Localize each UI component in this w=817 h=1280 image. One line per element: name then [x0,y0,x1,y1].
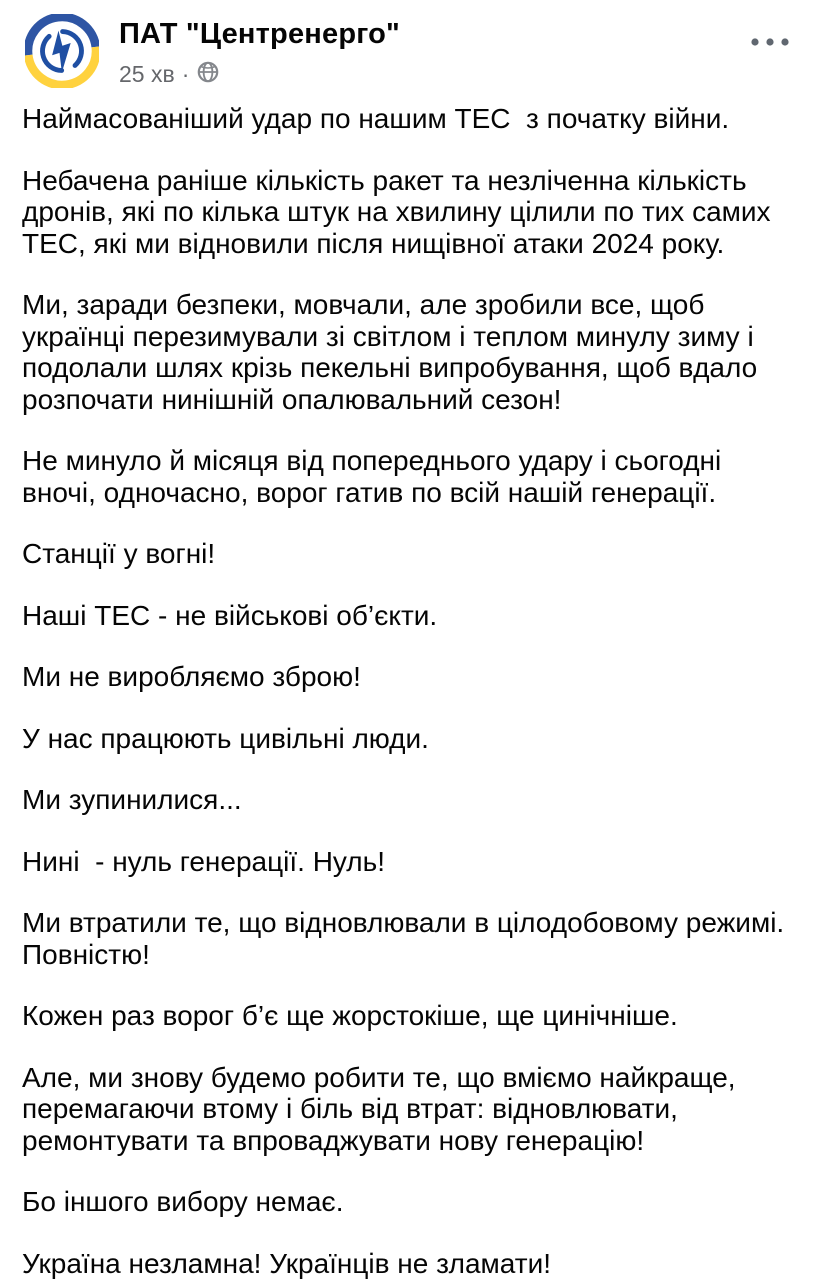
centrenergo-lightning-logo-icon [25,75,99,92]
post-header [0,0,817,90]
post-paragraph: Ми не виробляємо зброю! [22,661,361,693]
post-paragraph: Наші ТЕС - не військові об’єкти. [22,599,438,631]
post-paragraph: Нині - нуль генерації. Нуль! [22,845,386,877]
post-paragraph: Бо іншого вибору немає. [22,1186,344,1218]
meta-separator: · [181,60,190,87]
post-paragraph: Ми втратили те, що відновлювали в цілодобовому режимі. Повністю! [22,907,792,970]
post-paragraph: Ми зупинилися... [22,784,242,816]
globe-icon [196,60,220,90]
post-paragraph: Україна незламна! Українців не зламати! [22,1247,551,1279]
post-paragraph: Наймасованіший удар по нашим ТЕС з початку війни. [22,103,730,135]
post-body [0,103,817,1279]
ellipsis-icon [749,36,791,51]
post-meta [119,58,747,90]
post-paragraph: Станції у вогні! [22,538,216,570]
post-paragraph: Кожен раз ворог б’є ще жорстокіше, ще цинічніше. [22,1000,678,1032]
post-paragraph: У нас працюють цивільні люди. [22,722,429,754]
page-name-link[interactable]: ПАТ "Центренерго" [119,18,401,50]
avatar[interactable] [25,14,99,88]
post-paragraph: Але, ми знову будемо робити те, що вміємо найкраще, перемагаючи втому і біль від втрат: відновлювати, ремонтувати та впроваджувати нову генерацію! [22,1061,744,1156]
header-text [119,14,747,90]
post-paragraph: Небачена раніше кількість ракет та незліченна кількість дронів, які по кілька штук на хвилину цілили по тих самих ТЕС, які ми відновили після нищівної атаки 2024 року. [22,164,779,259]
more-options-button[interactable] [747,30,793,54]
post-paragraph: Не минуло й місяця від попереднього удару і сьогодні вночі, одночасно, ворог гатив по всій нашій генерації. [22,445,730,508]
timestamp-link[interactable]: 25 хв [119,60,175,87]
post-paragraph: Ми, заради безпеки, мовчали, але зробили все, щоб українці перезимували зі світлом і теплом минулу зиму і подолали шлях крізь пекельні випробування, щоб вдало розпочати нинішній опалювальний сезон! [22,289,766,415]
